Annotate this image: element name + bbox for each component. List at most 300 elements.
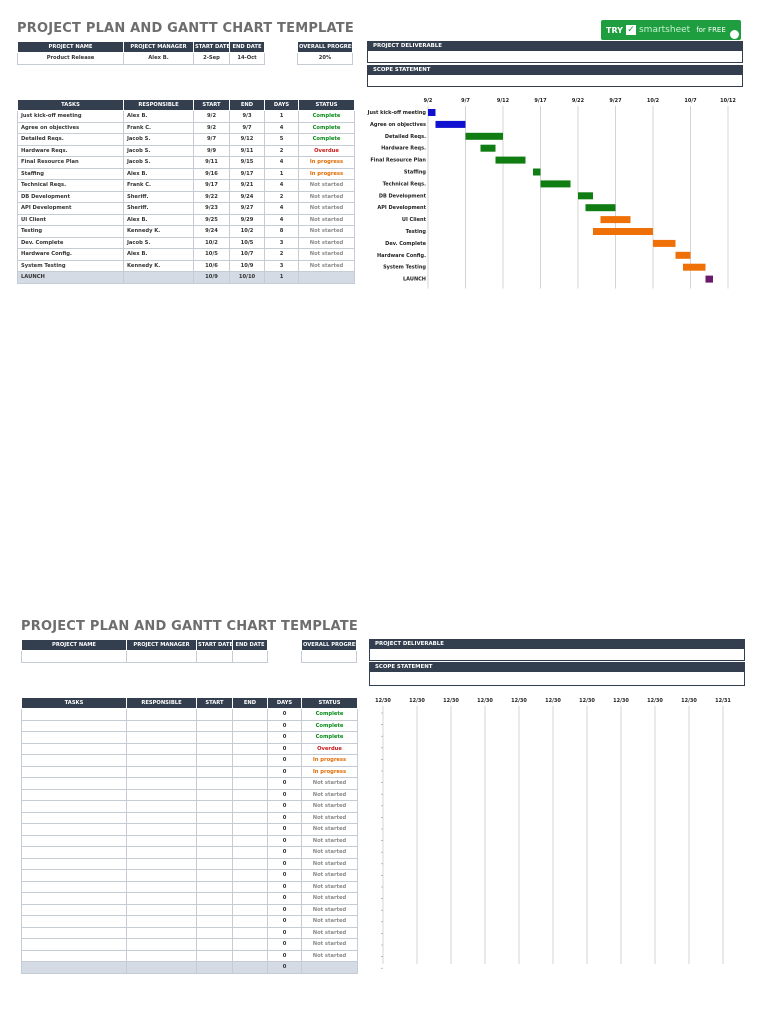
empty-cell[interactable] bbox=[22, 962, 127, 974]
empty-cell[interactable] bbox=[127, 755, 197, 767]
task-end[interactable]: 9/11 bbox=[230, 145, 265, 157]
gantt-bar[interactable] bbox=[586, 204, 616, 211]
info-value[interactable] bbox=[22, 651, 127, 663]
task-responsible[interactable]: Alex B. bbox=[124, 111, 194, 123]
gantt-task-label: Staffing bbox=[403, 169, 426, 176]
empty-cell[interactable] bbox=[233, 950, 268, 962]
gantt-bar[interactable] bbox=[653, 240, 676, 247]
task-status[interactable]: Not started bbox=[302, 847, 358, 859]
empty-cell[interactable] bbox=[22, 789, 127, 801]
empty-cell[interactable] bbox=[127, 732, 197, 744]
empty-cell[interactable] bbox=[127, 812, 197, 824]
empty-cell[interactable] bbox=[127, 950, 197, 962]
x-tick-label: 12/30 bbox=[613, 698, 629, 704]
task-end[interactable]: 10/9 bbox=[230, 260, 265, 272]
task-days: 0 bbox=[268, 916, 302, 928]
task-status[interactable]: Not started bbox=[299, 249, 355, 261]
task-status[interactable]: Not started bbox=[302, 789, 358, 801]
task-end[interactable]: 10/5 bbox=[230, 237, 265, 249]
gantt-bar[interactable] bbox=[541, 180, 571, 187]
empty-cell[interactable] bbox=[22, 916, 127, 928]
empty-cell[interactable] bbox=[22, 778, 127, 790]
table-row[interactable] bbox=[22, 743, 358, 755]
empty-cell[interactable] bbox=[197, 870, 233, 882]
empty-cell[interactable] bbox=[197, 812, 233, 824]
task-responsible[interactable]: Sheriff. bbox=[124, 203, 194, 215]
empty-cell[interactable] bbox=[127, 939, 197, 951]
task-end[interactable]: 9/24 bbox=[230, 191, 265, 203]
table-row[interactable] bbox=[18, 226, 355, 238]
empty-cell[interactable] bbox=[127, 778, 197, 790]
info-header: PROJECT MANAGER bbox=[124, 42, 194, 53]
task-name[interactable]: LAUNCH bbox=[18, 272, 124, 284]
gantt-bar[interactable] bbox=[683, 264, 706, 271]
project-deliverable-field[interactable] bbox=[367, 51, 743, 63]
empty-cell[interactable] bbox=[233, 835, 268, 847]
gantt-bar[interactable] bbox=[466, 133, 504, 140]
task-status[interactable]: Not started bbox=[299, 226, 355, 238]
task-status[interactable]: Overdue bbox=[299, 145, 355, 157]
empty-cell[interactable] bbox=[233, 743, 268, 755]
table-row[interactable] bbox=[22, 881, 358, 893]
task-responsible[interactable]: Kennedy K. bbox=[124, 260, 194, 272]
task-status[interactable]: In progress bbox=[299, 168, 355, 180]
task-name[interactable]: Testing bbox=[18, 226, 124, 238]
task-days: 5 bbox=[265, 134, 299, 146]
gantt-bar[interactable] bbox=[533, 169, 541, 176]
table-row[interactable] bbox=[18, 191, 355, 203]
empty-cell[interactable] bbox=[197, 881, 233, 893]
table-row[interactable] bbox=[22, 927, 358, 939]
empty-cell[interactable] bbox=[197, 801, 233, 813]
empty-cell[interactable] bbox=[127, 766, 197, 778]
empty-cell[interactable] bbox=[197, 755, 233, 767]
task-responsible[interactable] bbox=[124, 272, 194, 284]
task-status[interactable]: Complete bbox=[302, 732, 358, 744]
task-name[interactable]: Final Resource Plan bbox=[18, 157, 124, 169]
task-responsible[interactable]: Jacob S. bbox=[124, 145, 194, 157]
x-tick-label: 9/22 bbox=[571, 98, 585, 104]
task-status[interactable]: Not started bbox=[299, 180, 355, 192]
table-row[interactable] bbox=[18, 134, 355, 146]
empty-cell[interactable] bbox=[127, 720, 197, 732]
table-row[interactable] bbox=[22, 858, 358, 870]
scope-statement-field-2[interactable] bbox=[369, 672, 745, 686]
empty-cell[interactable] bbox=[127, 801, 197, 813]
task-name[interactable]: Detailed Reqs. bbox=[18, 134, 124, 146]
task-responsible[interactable]: Alex B. bbox=[124, 214, 194, 226]
empty-cell[interactable] bbox=[22, 904, 127, 916]
task-status[interactable]: Not started bbox=[302, 916, 358, 928]
task-end[interactable]: 9/3 bbox=[230, 111, 265, 123]
empty-cell[interactable] bbox=[127, 893, 197, 905]
empty-cell[interactable] bbox=[233, 720, 268, 732]
task-start[interactable]: 9/7 bbox=[194, 134, 230, 146]
table-row[interactable] bbox=[18, 260, 355, 272]
task-start[interactable]: 10/2 bbox=[194, 237, 230, 249]
task-status[interactable]: Not started bbox=[302, 801, 358, 813]
info-value[interactable] bbox=[127, 651, 197, 663]
task-start[interactable]: 10/6 bbox=[194, 260, 230, 272]
scope-statement-header-2: SCOPE STATEMENT bbox=[369, 662, 745, 672]
task-end[interactable]: 9/15 bbox=[230, 157, 265, 169]
table-row[interactable] bbox=[22, 835, 358, 847]
empty-cell[interactable] bbox=[22, 812, 127, 824]
empty-cell[interactable] bbox=[22, 893, 127, 905]
task-name[interactable]: Technical Reqs. bbox=[18, 180, 124, 192]
table-row[interactable] bbox=[22, 766, 358, 778]
task-status[interactable]: Not started bbox=[299, 260, 355, 272]
info-value[interactable] bbox=[233, 651, 268, 663]
task-start[interactable]: 9/23 bbox=[194, 203, 230, 215]
x-tick-label: 10/12 bbox=[720, 98, 736, 104]
task-name[interactable]: API Development bbox=[18, 203, 124, 215]
task-start[interactable]: 9/2 bbox=[194, 111, 230, 123]
project-info-table bbox=[17, 41, 265, 65]
empty-cell[interactable] bbox=[22, 881, 127, 893]
task-days: 8 bbox=[265, 226, 299, 238]
task-start[interactable]: 9/2 bbox=[194, 122, 230, 134]
task-end[interactable]: 10/7 bbox=[230, 249, 265, 261]
empty-cell[interactable] bbox=[22, 766, 127, 778]
table-row[interactable] bbox=[22, 904, 358, 916]
x-tick-label: 9/12 bbox=[496, 98, 510, 104]
empty-cell[interactable] bbox=[233, 847, 268, 859]
table-row[interactable] bbox=[22, 801, 358, 813]
gantt-task-label: LAUNCH bbox=[402, 276, 426, 283]
gantt-bar[interactable] bbox=[578, 192, 593, 199]
task-status[interactable]: Not started bbox=[302, 870, 358, 882]
empty-cell[interactable] bbox=[127, 962, 197, 974]
x-tick-label: 12/30 bbox=[443, 698, 459, 704]
empty-cell[interactable] bbox=[127, 904, 197, 916]
empty-cell[interactable] bbox=[127, 870, 197, 882]
task-name[interactable]: Agree on objectives bbox=[18, 122, 124, 134]
task-status[interactable]: Not started bbox=[302, 939, 358, 951]
task-name[interactable]: Hardware Reqs. bbox=[18, 145, 124, 157]
empty-cell[interactable] bbox=[127, 916, 197, 928]
task-column-header: TASKS bbox=[22, 698, 127, 709]
empty-cell[interactable] bbox=[22, 801, 127, 813]
task-name[interactable]: Just kick-off meeting bbox=[18, 111, 124, 123]
x-tick-label: 12/30 bbox=[681, 698, 697, 704]
table-row[interactable] bbox=[18, 214, 355, 226]
empty-cell[interactable] bbox=[233, 789, 268, 801]
empty-cell[interactable] bbox=[22, 950, 127, 962]
task-name[interactable]: DB Development bbox=[18, 191, 124, 203]
task-name[interactable]: Hardware Config. bbox=[18, 249, 124, 261]
scope-statement-field[interactable] bbox=[367, 75, 743, 87]
gantt-task-label: UI Client bbox=[401, 217, 426, 224]
empty-cell[interactable] bbox=[233, 778, 268, 790]
task-column-header: RESPONSIBLE bbox=[127, 698, 197, 709]
task-name[interactable]: UI Client bbox=[18, 214, 124, 226]
table-row[interactable] bbox=[18, 272, 355, 284]
empty-cell[interactable] bbox=[22, 927, 127, 939]
gantt-bar[interactable] bbox=[601, 216, 631, 223]
empty-cell[interactable] bbox=[233, 881, 268, 893]
table-row[interactable] bbox=[18, 180, 355, 192]
task-days: 2 bbox=[265, 145, 299, 157]
task-responsible[interactable]: Alex B. bbox=[124, 168, 194, 180]
task-status[interactable]: Not started bbox=[302, 904, 358, 916]
gantt-task-label: DB Development bbox=[378, 193, 426, 200]
task-days: 3 bbox=[265, 260, 299, 272]
empty-cell[interactable] bbox=[22, 755, 127, 767]
gantt-bar[interactable] bbox=[436, 121, 466, 128]
task-status[interactable]: Complete bbox=[299, 111, 355, 123]
empty-cell[interactable] bbox=[233, 927, 268, 939]
gantt-bar[interactable] bbox=[676, 252, 691, 259]
empty-cell[interactable] bbox=[127, 835, 197, 847]
task-status[interactable]: Not started bbox=[302, 927, 358, 939]
table-row[interactable] bbox=[18, 249, 355, 261]
table-row[interactable] bbox=[22, 916, 358, 928]
empty-cell[interactable] bbox=[197, 709, 233, 721]
task-status[interactable]: Not started bbox=[302, 824, 358, 836]
task-name[interactable]: Dev. Complete bbox=[18, 237, 124, 249]
table-row[interactable] bbox=[22, 893, 358, 905]
empty-cell[interactable] bbox=[197, 950, 233, 962]
table-row[interactable] bbox=[22, 755, 358, 767]
info-value[interactable]: 14-Oct bbox=[230, 53, 265, 65]
project-deliverable-header: PROJECT DELIVERABLE bbox=[367, 41, 743, 51]
task-status[interactable]: Not started bbox=[302, 812, 358, 824]
empty-cell[interactable] bbox=[127, 858, 197, 870]
empty-cell[interactable] bbox=[233, 916, 268, 928]
task-column-header: START bbox=[197, 698, 233, 709]
table-row[interactable] bbox=[18, 122, 355, 134]
empty-cell[interactable] bbox=[127, 847, 197, 859]
gantt-bar[interactable] bbox=[481, 145, 496, 152]
task-start[interactable]: 9/22 bbox=[194, 191, 230, 203]
task-end[interactable]: 9/21 bbox=[230, 180, 265, 192]
empty-cell[interactable] bbox=[197, 893, 233, 905]
project-deliverable-field-2[interactable] bbox=[369, 649, 745, 661]
task-status[interactable]: Not started bbox=[302, 858, 358, 870]
empty-cell[interactable] bbox=[22, 709, 127, 721]
task-status[interactable]: Not started bbox=[302, 778, 358, 790]
task-status[interactable]: Complete bbox=[299, 122, 355, 134]
task-responsible[interactable]: Jacob S. bbox=[124, 157, 194, 169]
empty-cell[interactable] bbox=[197, 789, 233, 801]
task-responsible[interactable]: Alex B. bbox=[124, 249, 194, 261]
task-start[interactable]: 10/9 bbox=[194, 272, 230, 284]
task-days: 0 bbox=[268, 732, 302, 744]
empty-cell[interactable] bbox=[197, 766, 233, 778]
try-smartsheet-button[interactable] bbox=[601, 20, 741, 40]
task-end[interactable]: 9/7 bbox=[230, 122, 265, 134]
empty-cell[interactable] bbox=[197, 916, 233, 928]
cta-brand-label: smartsheet bbox=[638, 25, 691, 35]
task-days: 1 bbox=[265, 111, 299, 123]
task-days: 0 bbox=[268, 801, 302, 813]
table-row[interactable] bbox=[22, 962, 358, 974]
table-row[interactable] bbox=[22, 824, 358, 836]
task-responsible[interactable]: Frank C. bbox=[124, 180, 194, 192]
empty-cell[interactable] bbox=[197, 824, 233, 836]
task-status[interactable]: Not started bbox=[299, 203, 355, 215]
task-status[interactable]: Complete bbox=[302, 709, 358, 721]
gantt-task-label: Technical Reqs. bbox=[382, 181, 426, 188]
empty-cell[interactable] bbox=[233, 904, 268, 916]
gantt-bar[interactable] bbox=[428, 109, 436, 116]
empty-cell[interactable] bbox=[233, 812, 268, 824]
task-days: 2 bbox=[265, 191, 299, 203]
gantt-task-label: Agree on objectives bbox=[370, 121, 426, 128]
table-row[interactable] bbox=[18, 157, 355, 169]
table-row[interactable] bbox=[22, 950, 358, 962]
gantt-chart-2 bbox=[368, 692, 748, 972]
task-status[interactable]: Not started bbox=[302, 835, 358, 847]
task-days: 0 bbox=[268, 939, 302, 951]
empty-cell[interactable] bbox=[197, 858, 233, 870]
x-tick-label: 12/30 bbox=[511, 698, 527, 704]
task-start[interactable]: 9/11 bbox=[194, 157, 230, 169]
task-days: 0 bbox=[268, 755, 302, 767]
info-value[interactable]: Product Release bbox=[18, 53, 124, 65]
overall-progress-value[interactable]: 20% bbox=[298, 53, 353, 65]
empty-cell[interactable] bbox=[197, 778, 233, 790]
gantt-task-label: Detailed Reqs. bbox=[384, 133, 426, 140]
task-status[interactable]: Not started bbox=[299, 237, 355, 249]
empty-cell[interactable] bbox=[233, 893, 268, 905]
empty-cell[interactable] bbox=[197, 732, 233, 744]
task-name[interactable]: System Testing bbox=[18, 260, 124, 272]
table-row[interactable] bbox=[22, 709, 358, 721]
table-row[interactable] bbox=[22, 939, 358, 951]
info-value[interactable] bbox=[197, 651, 233, 663]
table-row[interactable] bbox=[18, 145, 355, 157]
table-row[interactable] bbox=[22, 847, 358, 859]
empty-cell[interactable] bbox=[197, 904, 233, 916]
empty-cell[interactable] bbox=[22, 743, 127, 755]
task-status[interactable]: In progress bbox=[302, 755, 358, 767]
task-responsible[interactable]: Jacob S. bbox=[124, 134, 194, 146]
empty-cell[interactable] bbox=[22, 824, 127, 836]
empty-cell[interactable] bbox=[22, 870, 127, 882]
table-row[interactable] bbox=[22, 778, 358, 790]
task-status[interactable]: In progress bbox=[302, 766, 358, 778]
empty-cell[interactable] bbox=[127, 789, 197, 801]
empty-cell[interactable] bbox=[197, 835, 233, 847]
task-status[interactable]: Overdue bbox=[302, 743, 358, 755]
task-start[interactable]: 9/24 bbox=[194, 226, 230, 238]
task-status[interactable]: In progress bbox=[299, 157, 355, 169]
task-responsible[interactable]: Frank C. bbox=[124, 122, 194, 134]
empty-cell[interactable] bbox=[127, 743, 197, 755]
task-name[interactable]: Staffing bbox=[18, 168, 124, 180]
task-status[interactable] bbox=[299, 272, 355, 284]
gantt-bar[interactable] bbox=[496, 157, 526, 164]
empty-cell[interactable] bbox=[233, 939, 268, 951]
empty-cell[interactable] bbox=[233, 858, 268, 870]
task-end[interactable]: 10/2 bbox=[230, 226, 265, 238]
empty-cell[interactable] bbox=[233, 732, 268, 744]
empty-cell[interactable] bbox=[22, 732, 127, 744]
task-status[interactable]: Not started bbox=[299, 214, 355, 226]
task-end[interactable]: 9/12 bbox=[230, 134, 265, 146]
empty-cell[interactable] bbox=[22, 847, 127, 859]
task-status[interactable]: Not started bbox=[299, 191, 355, 203]
info-value[interactable]: 2-Sep bbox=[194, 53, 230, 65]
empty-cell[interactable] bbox=[197, 962, 233, 974]
task-end[interactable]: 9/29 bbox=[230, 214, 265, 226]
table-row[interactable] bbox=[22, 870, 358, 882]
task-start[interactable]: 9/9 bbox=[194, 145, 230, 157]
table-row[interactable] bbox=[18, 168, 355, 180]
empty-cell[interactable] bbox=[233, 870, 268, 882]
task-status[interactable]: Not started bbox=[302, 881, 358, 893]
gantt-bar[interactable] bbox=[706, 276, 714, 283]
task-status[interactable]: Not started bbox=[302, 950, 358, 962]
task-responsible[interactable]: Kennedy K. bbox=[124, 226, 194, 238]
empty-cell[interactable] bbox=[127, 709, 197, 721]
gantt-task-label: System Testing bbox=[383, 264, 426, 271]
task-responsible[interactable]: Jacob S. bbox=[124, 237, 194, 249]
empty-cell[interactable] bbox=[233, 801, 268, 813]
table-row[interactable] bbox=[18, 203, 355, 215]
empty-cell[interactable] bbox=[22, 835, 127, 847]
empty-cell[interactable] bbox=[233, 962, 268, 974]
gantt-bar[interactable] bbox=[593, 228, 653, 235]
task-days: 0 bbox=[268, 720, 302, 732]
table-row[interactable] bbox=[22, 789, 358, 801]
empty-cell[interactable] bbox=[22, 939, 127, 951]
empty-cell[interactable] bbox=[233, 824, 268, 836]
task-responsible[interactable]: Sheriff. bbox=[124, 191, 194, 203]
empty-cell[interactable] bbox=[197, 743, 233, 755]
table-row[interactable] bbox=[22, 732, 358, 744]
table-row[interactable] bbox=[22, 720, 358, 732]
task-status[interactable]: Not started bbox=[302, 893, 358, 905]
empty-cell[interactable] bbox=[127, 881, 197, 893]
table-row[interactable] bbox=[22, 812, 358, 824]
task-end[interactable]: 9/27 bbox=[230, 203, 265, 215]
x-tick-label: 12/30 bbox=[647, 698, 663, 704]
empty-cell[interactable] bbox=[197, 847, 233, 859]
empty-cell[interactable] bbox=[233, 766, 268, 778]
task-column-header: START bbox=[194, 100, 230, 111]
task-end[interactable]: 9/17 bbox=[230, 168, 265, 180]
empty-cell[interactable] bbox=[197, 939, 233, 951]
task-status[interactable]: Complete bbox=[302, 720, 358, 732]
overall-progress-value-2[interactable] bbox=[302, 651, 357, 663]
empty-cell[interactable] bbox=[22, 720, 127, 732]
empty-cell[interactable] bbox=[197, 927, 233, 939]
x-tick-label: 12/30 bbox=[545, 698, 561, 704]
task-status[interactable]: Complete bbox=[299, 134, 355, 146]
empty-cell[interactable] bbox=[197, 720, 233, 732]
task-start[interactable]: 9/17 bbox=[194, 180, 230, 192]
task-start[interactable]: 9/25 bbox=[194, 214, 230, 226]
empty-cell[interactable] bbox=[233, 755, 268, 767]
empty-cell[interactable] bbox=[22, 858, 127, 870]
task-column-header: END bbox=[230, 100, 265, 111]
info-value[interactable]: Alex B. bbox=[124, 53, 194, 65]
empty-cell[interactable] bbox=[127, 927, 197, 939]
table-row[interactable] bbox=[18, 237, 355, 249]
task-end[interactable]: 10/10 bbox=[230, 272, 265, 284]
task-days: 4 bbox=[265, 180, 299, 192]
table-row[interactable] bbox=[18, 111, 355, 123]
task-start[interactable]: 9/16 bbox=[194, 168, 230, 180]
empty-cell[interactable] bbox=[233, 709, 268, 721]
task-status[interactable] bbox=[302, 962, 358, 974]
empty-cell[interactable] bbox=[127, 824, 197, 836]
task-start[interactable]: 10/5 bbox=[194, 249, 230, 261]
gantt-chart bbox=[360, 92, 740, 292]
